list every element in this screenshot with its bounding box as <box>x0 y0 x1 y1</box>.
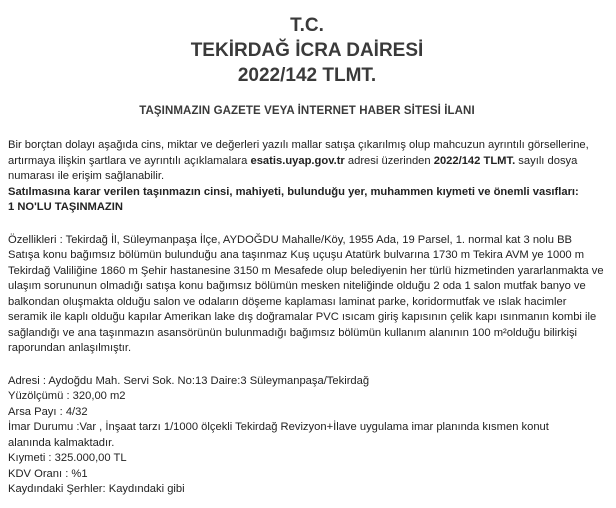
detail-address: Adresi : Aydoğdu Mah. Servi Sok. No:13 Daire:3 Süleymanpaşa/Tekirdağ <box>8 374 370 387</box>
detail-value: Kıymeti : 325.000,00 TL <box>8 452 127 464</box>
detail-area: Yüzölçümü : 320,00 m2 <box>8 390 126 402</box>
detail-land-share: Arsa Payı : 4/32 <box>8 405 88 418</box>
case-reference: 2022/142 TLMT. <box>433 154 516 167</box>
announcement-header <box>8 0 606 118</box>
intro-text-3: sayılı dosya numarası ile erişim sağlanabilir. <box>8 154 578 182</box>
property-details <box>8 374 606 498</box>
intro-text-2: adresi üzerinden <box>344 154 434 167</box>
intro-text-1: Bir borçtan dolayı aşağıda cins, miktar ve değerleri yazılı mallar satışa çıkarılmış olup mahcuzun ayrıntılı görsellerine, artırmaya ilişkin şartlara ve ayrıntılı açıklamalara <box>8 139 589 167</box>
header-tc: T.C. <box>290 15 324 36</box>
property-features: Özellikleri : Tekirdağ İl, Süleymanpaşa İlçe, AYDOĞDU Mahalle/Köy, 1955 Ada, 19 Parsel, 1. normal kat 3 nolu BB Satışa konu bağımsız bölümün bulunduğu ana taşınmaz Kuş uçuşu Atatürk bulvarına 1730 m Tekira AVM ye 1000 m Tekirdağ Valiliğine 1860 m Şehir hastanesine 3150 m Mesafede olup belediyenin her türlü hizmetinden yararlanmakta ve ulaşım sorununun olmadığı satışa konu bağımsız bölümün mesken niteliğinde olduğu 2 oda 1 salon mutfak banyo ve balkondan oluşmakta olduğu salon ve odaların döşeme kaplaması laminat parke, koridormutfak ve ıslak hacimler seramik ile kaplı olduğu kapılar Amerikan lake dış doğramalar PVC ısıcam giriş kapısının çelik kapı ısınmanın kombi ile sağlandığı ve ana taşınmazın asansörünün bulunmadığı bağımsız bölümün kullanım alanının 100 m²olduğu bilirkişi raporundan anlaşılmıştır. <box>8 233 604 354</box>
header-office: TEKİRDAĞ İCRA DAİRESİ <box>190 40 424 61</box>
detail-registry: Kaydındaki Şerhler: Kaydındaki gibi <box>8 483 185 495</box>
header-subtitle: TAŞINMAZIN GAZETE VEYA İNTERNET HABER SİTESİ İLANI <box>139 105 475 117</box>
esatis-link[interactable]: esatis.uyap.gov.tr <box>250 154 345 167</box>
header-case-number: 2022/142 TLMT. <box>237 65 377 86</box>
intro-paragraph <box>8 138 606 216</box>
detail-vat: KDV Oranı : %1 <box>8 467 88 480</box>
detail-zoning: İmar Durumu :Var , İnşaat tarzı 1/1000 ölçekli Tekirdağ Revizyon+İlave uygulama imar planında kısmen konut <box>8 421 549 433</box>
sale-description-heading: Satılmasına karar verilen taşınmazın cinsi, mahiyeti, bulunduğu yer, muhammen kıymeti ve önemli vasıfları: <box>8 185 579 198</box>
property-number-heading: 1 NO'LU TAŞINMAZIN <box>8 201 123 213</box>
detail-zoning-cont: alanında kalmaktadır. <box>8 436 115 449</box>
